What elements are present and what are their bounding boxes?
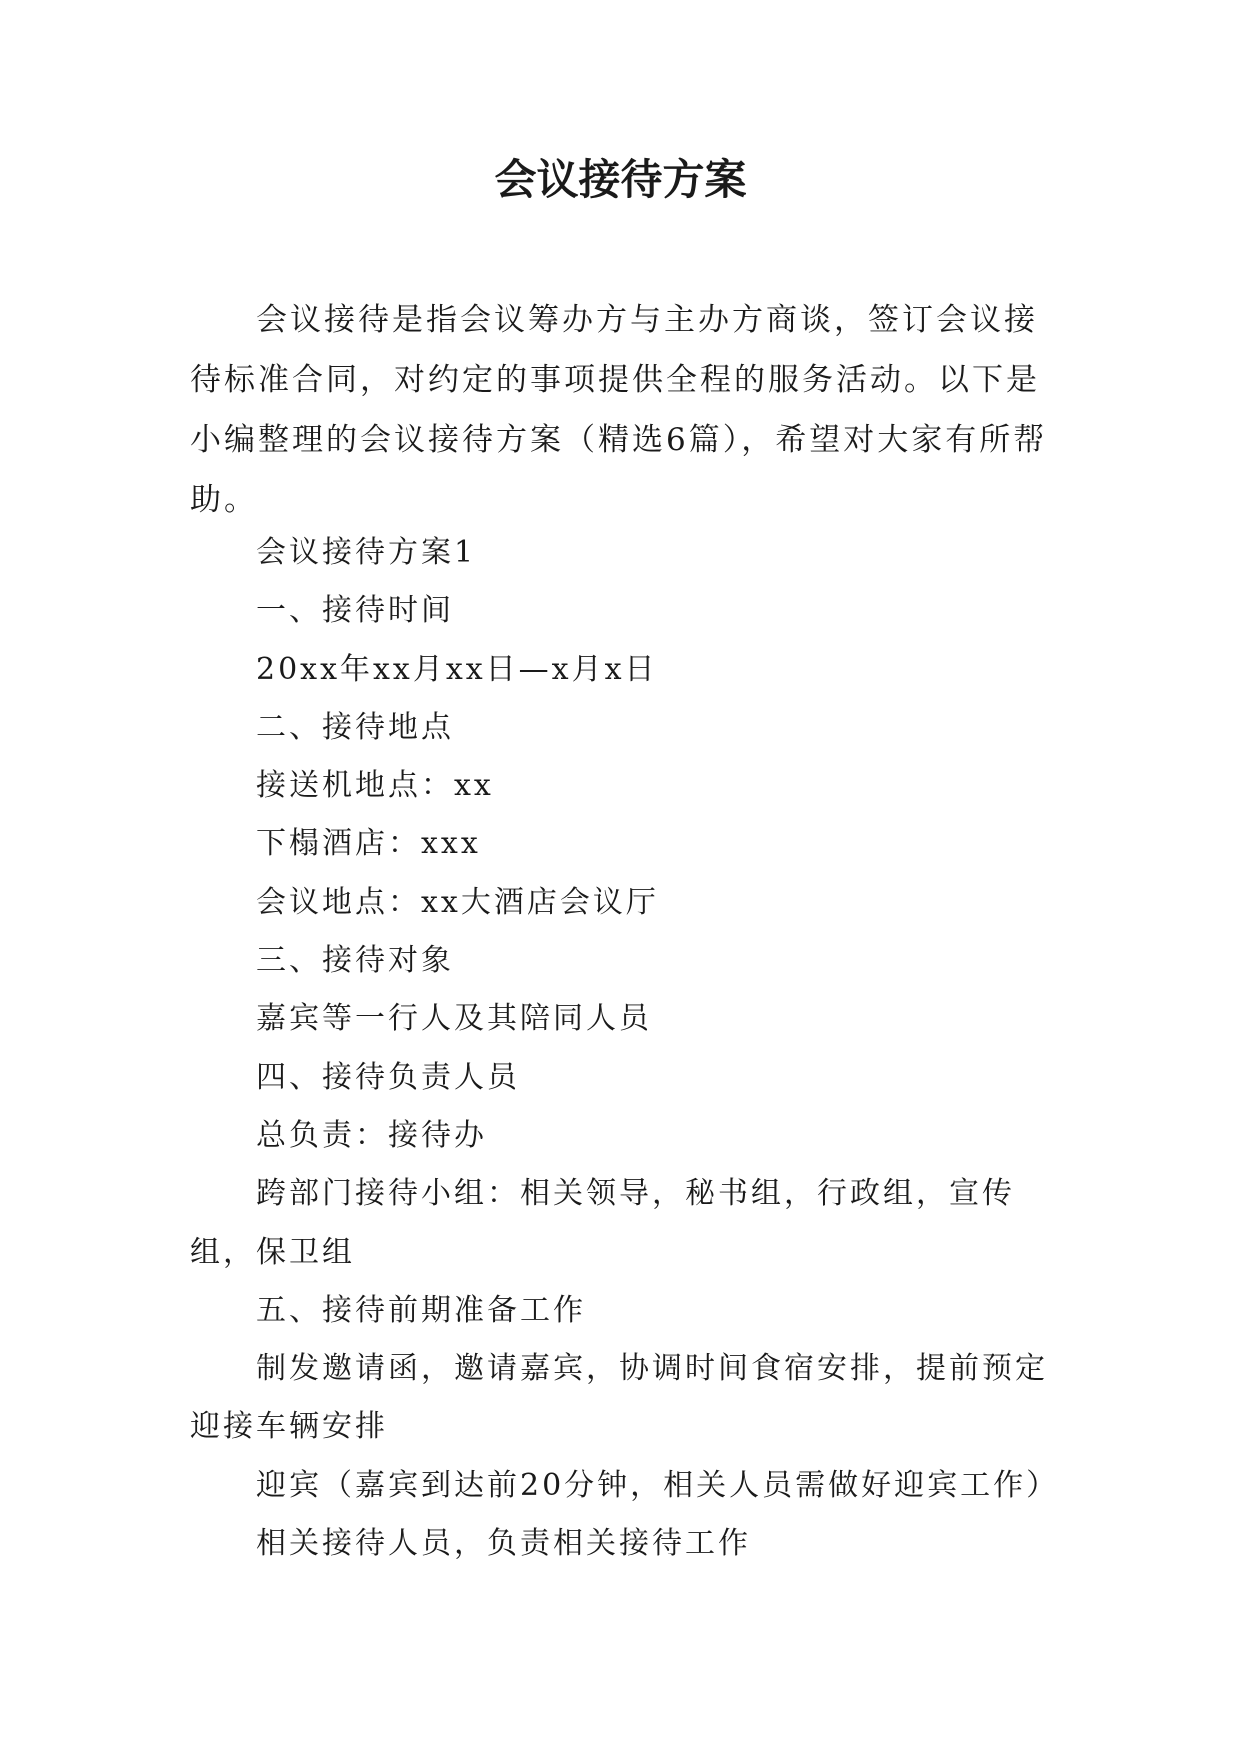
plan-body — [190, 524, 1060, 1573]
text-airport-location: 接送机地点：xx — [256, 768, 494, 804]
text-guests: 嘉宾等一行人及其陪同人员 — [256, 1001, 652, 1037]
text-cross-dept-group: 跨部门接待小组：相关领导，秘书组，行政组，宣传组，保卫组 — [190, 1176, 1015, 1270]
document-title: 会议接待方案 — [494, 155, 747, 204]
heading-responsible-staff: 四、接待负责人员 — [256, 1059, 520, 1095]
heading-reception-location: 二、接待地点 — [256, 709, 454, 745]
text-hotel: 下榻酒店：xxx — [256, 826, 481, 862]
text-welcome: 迎宾（嘉宾到达前20分钟，相关人员需做好迎宾工作） — [256, 1467, 1060, 1503]
text-staff-duty: 相关接待人员，负责相关接待工作 — [256, 1526, 751, 1562]
text-reception-date: 20xx年xx月xx日—x月x日 — [256, 651, 658, 687]
text-general-lead: 总负责：接待办 — [256, 1117, 487, 1153]
text-meeting-location: 会议地点：xx大酒店会议厅 — [256, 884, 659, 920]
section-heading-plan-1: 会议接待方案1 — [256, 535, 477, 570]
heading-reception-guests: 三、接待对象 — [256, 943, 454, 979]
heading-reception-time: 一、接待时间 — [256, 593, 454, 629]
intro-paragraph: 会议接待是指会议筹办方与主办方商谈，签订会议接待标准合同，对约定的事项提供全程的服务活动。以下是小编整理的会议接待方案（精选6篇），希望对大家有所帮助。 — [190, 302, 1048, 518]
text-invitations: 制发邀请函，邀请嘉宾，协调时间食宿安排，提前预定迎接车辆安排 — [190, 1351, 1048, 1445]
heading-preparation: 五、接待前期准备工作 — [256, 1292, 586, 1328]
